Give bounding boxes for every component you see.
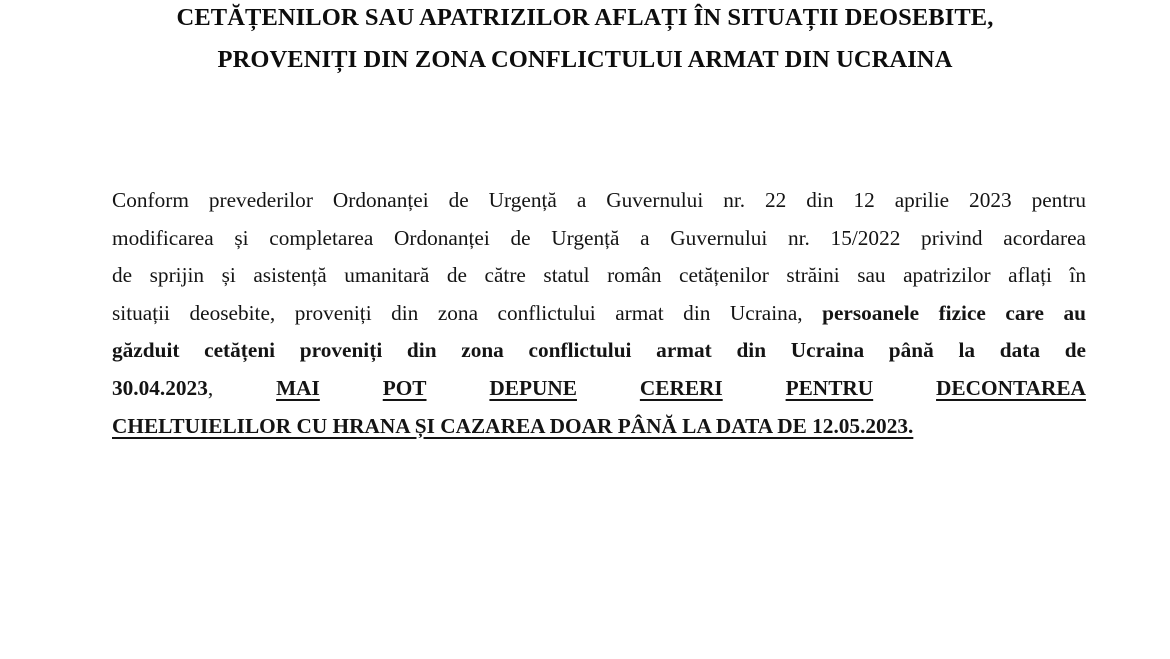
host-deadline-group bbox=[112, 370, 213, 408]
document-title bbox=[0, 0, 1170, 81]
body-line-2: modificarea și completarea Ordonanței de Urgență a Guvernului nr. 15/2022 privind acordarea bbox=[112, 225, 1086, 250]
underlined-word: CERERI bbox=[639, 375, 723, 400]
title-line-1: CETĂȚENILOR SAU APATRIZILOR AFLAȚI ÎN SITUAȚII DEOSEBITE, bbox=[176, 4, 994, 31]
body-line-7-deadline: CHELTUIELILOR CU HRANA ȘI CAZAREA DOAR PÂNĂ LA DATA DE 12.05.2023. bbox=[112, 413, 914, 438]
body-line-4-bold: persoanele fizice care au bbox=[822, 300, 1086, 325]
underlined-word: PENTRU bbox=[785, 375, 874, 400]
body-line-4-normal: situații deosebite, proveniți din zona conflictului armat din Ucraina, bbox=[112, 300, 823, 325]
body-line-3: de sprijin și asistență umanitară de către statul român cetățenilor străini sau apatrizilor aflați în bbox=[112, 263, 1086, 288]
title-line-2: PROVENIȚI DIN ZONA CONFLICTULUI ARMAT DIN UCRAINA bbox=[217, 46, 953, 73]
body-line-6 bbox=[112, 370, 1086, 408]
body-line-4 bbox=[112, 295, 1086, 333]
host-deadline-date: 30.04.2023 bbox=[112, 375, 208, 400]
underlined-word: DEPUNE bbox=[489, 375, 577, 400]
comma: , bbox=[207, 375, 214, 400]
body-paragraph bbox=[112, 182, 1086, 445]
underlined-word: DECONTAREA bbox=[936, 375, 1086, 400]
body-line-1: Conform prevederilor Ordonanței de Urgență a Guvernului nr. 22 din 12 aprilie 2023 pentru bbox=[112, 188, 1086, 212]
body-line-5: găzduit cetățeni proveniți din zona conflictului armat din Ucraina până la data de bbox=[112, 338, 1086, 363]
underlined-word: POT bbox=[382, 375, 427, 400]
underlined-word: MAI bbox=[276, 375, 320, 400]
